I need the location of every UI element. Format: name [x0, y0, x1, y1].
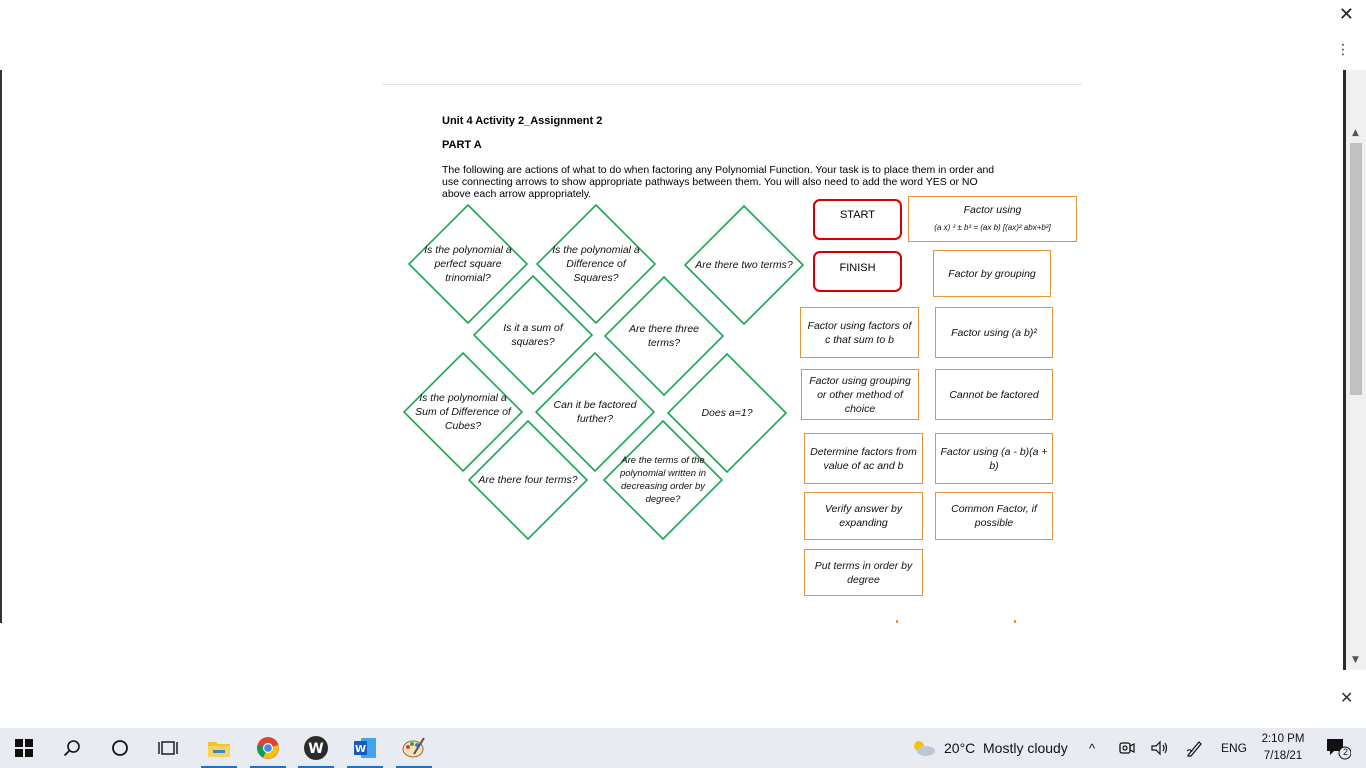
instructions-line: above each arrow appropriately. — [442, 188, 592, 200]
svg-text:W: W — [308, 741, 324, 757]
file-explorer-icon[interactable] — [195, 728, 243, 768]
action-verify[interactable]: Verify answer by expanding — [804, 492, 923, 540]
instructions — [442, 164, 1017, 200]
search-icon[interactable] — [48, 728, 96, 768]
page-top-edge — [382, 84, 1082, 85]
more-options-icon[interactable]: ⋮ — [1336, 42, 1350, 58]
action-factor-grouping-other[interactable]: Factor using grouping or other method of choice — [801, 369, 919, 420]
clock[interactable] — [1258, 731, 1308, 765]
diamond-label: Are there two terms? — [695, 259, 793, 271]
action-factor-square[interactable]: Factor using (a b)² — [935, 307, 1053, 358]
action-factor-diff-squares[interactable]: Factor using (a - b)(a + b) — [935, 433, 1053, 484]
notification-icon[interactable] — [1318, 728, 1358, 768]
clock-time: 2:10 PM — [1261, 733, 1305, 745]
cubes-formula: (a x) ³ ± b³ = (ax b) [(ax)² abx+b²] — [934, 223, 1051, 232]
word-icon[interactable] — [341, 728, 389, 768]
bottom-blank-area — [0, 623, 1343, 670]
svg-text:W: W — [354, 744, 367, 755]
diamond-label: Are there four terms? — [478, 474, 578, 486]
scroll-down-icon[interactable]: ▼ — [1352, 655, 1359, 665]
diamond-label: Are there three terms? — [628, 323, 700, 349]
meet-now-icon[interactable] — [1115, 728, 1139, 768]
close-bar-icon[interactable]: ✕ — [1340, 688, 1354, 707]
start-box[interactable]: START — [813, 199, 902, 240]
action-factor-c-sum-b[interactable]: Factor using factors of c that sum to b — [800, 307, 919, 358]
scroll-up-icon[interactable]: ▲ — [1352, 128, 1359, 138]
diamond-label: Is the polynomial a perfect square trinomial? — [424, 244, 512, 284]
instructions-line: The following are actions of what to do when factoring any Polynomial Function. Your task is to place them in order and — [442, 164, 995, 176]
instructions-line: use connecting arrows to show appropriate pathways between them. You will also need to add the word YES or NO — [442, 176, 978, 188]
close-icon[interactable]: ✕ — [1338, 4, 1354, 25]
scroll-thumb[interactable] — [1350, 143, 1362, 395]
action-put-terms-order[interactable]: Put terms in order by degree — [804, 549, 923, 596]
weather-description[interactable]: Mostly cloudy — [983, 740, 1068, 756]
finish-box[interactable]: FINISH — [813, 251, 902, 292]
action-cannot-factor[interactable]: Cannot be factored — [935, 369, 1053, 420]
action-label: Factor using — [963, 204, 1022, 216]
diamond-decreasing-order[interactable] — [603, 420, 723, 540]
chevron-up-icon[interactable]: ^ — [1089, 740, 1096, 756]
diamond-label: Does a=1? — [701, 407, 753, 419]
chrome-icon[interactable] — [244, 728, 292, 768]
notification-count: 2 — [1343, 747, 1349, 757]
task-view-icon[interactable] — [144, 728, 192, 768]
windows-start-icon[interactable] — [0, 728, 48, 768]
part-heading: PART A — [442, 139, 482, 151]
diamond-label: Are the terms of the polynomial written in decreasing order by degree? — [619, 455, 707, 505]
paint-icon[interactable] — [390, 728, 438, 768]
volume-icon[interactable] — [1148, 728, 1172, 768]
diamond-label: Can it be factored further? — [553, 399, 637, 425]
app-top-bar — [0, 0, 1366, 70]
pen-icon[interactable] — [1183, 728, 1207, 768]
weather-temp[interactable]: 20°C — [944, 740, 976, 756]
viewer-left-edge — [0, 70, 2, 623]
clock-date: 7/18/21 — [1263, 750, 1303, 762]
language-indicator[interactable]: ENG — [1221, 741, 1248, 755]
w-app-icon[interactable] — [292, 728, 340, 768]
diamond-label: Is the polynomial a Difference of Squares? — [552, 244, 640, 284]
action-factor-cubes[interactable] — [908, 196, 1077, 242]
diamond-label: Is the polynomial a Sum of Difference of Cubes? — [415, 392, 511, 432]
weather-icon[interactable] — [906, 728, 942, 768]
diamond-label: Is it a sum of squares? — [503, 322, 563, 348]
action-common-factor[interactable]: Common Factor, if possible — [935, 492, 1053, 540]
document-title: Unit 4 Activity 2_Assignment 2 — [442, 115, 603, 127]
diamond-four-terms[interactable] — [468, 420, 588, 540]
action-factor-by-grouping[interactable]: Factor by grouping — [933, 250, 1051, 297]
action-determine-factors[interactable]: Determine factors from value of ac and b — [804, 433, 923, 484]
cortana-icon[interactable] — [96, 728, 144, 768]
